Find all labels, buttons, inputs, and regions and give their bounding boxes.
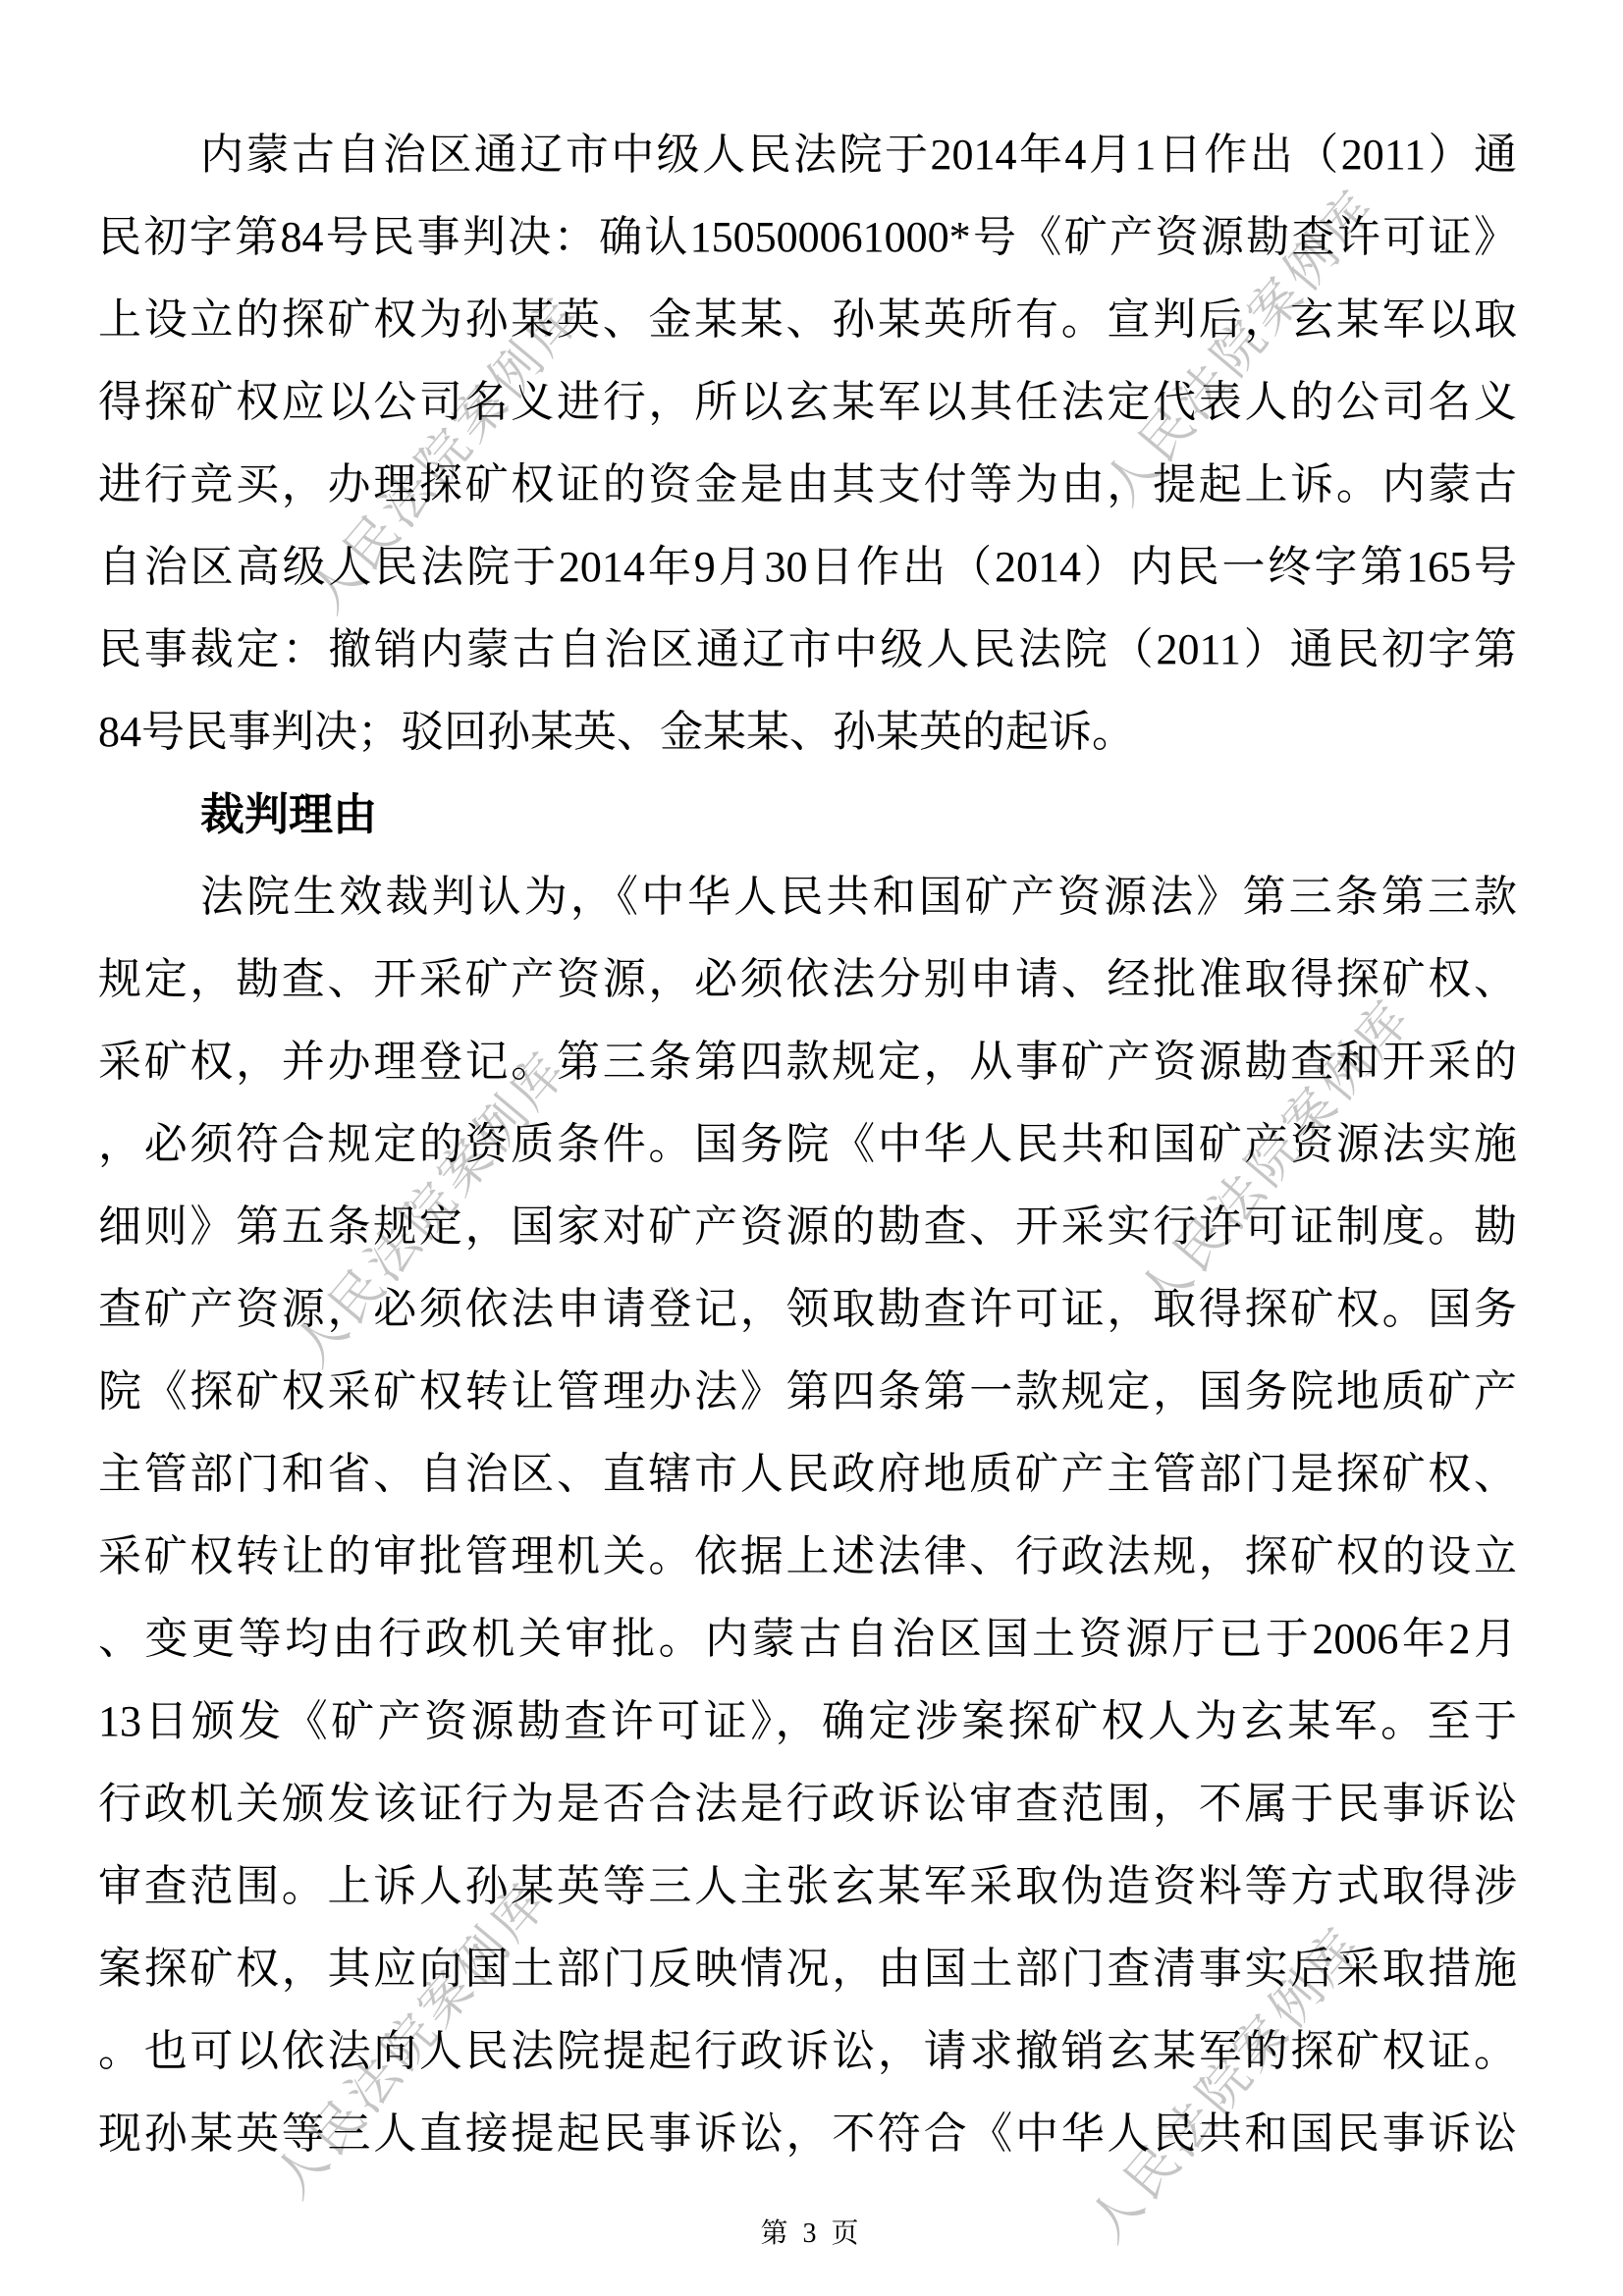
text-line: 、变更等均由行政机关审批。内蒙古自治区国土资源厅已于2006年2月 — [98, 1615, 1517, 1663]
text-line: 。也可以依法向人民法院提起行政诉讼，请求撤销玄某军的探矿权证。 — [98, 2027, 1517, 2075]
text-line: 上设立的探矿权为孙某英、金某某、孙某英所有。宣判后，玄某军以取 — [98, 295, 1517, 344]
heading-reasoning: 裁判理由 — [200, 789, 378, 839]
text-line: 查矿产资源，必须依法申请登记，领取勘查许可证，取得探矿权。国务 — [98, 1285, 1517, 1333]
text-line: 案探矿权，其应向国土部门反映情况，由国土部门查清事实后采取措施 — [98, 1945, 1517, 1993]
text-line: 法院生效裁判认为，《中华人民共和国矿产资源法》第三条第三款 — [200, 873, 1517, 921]
text-line: 行政机关颁发该证行为是否合法是行政诉讼审查范围，不属于民事诉讼 — [98, 1780, 1517, 1828]
text-line: 采矿权转让的审批管理机关。依据上述法律、行政法规，探矿权的设立 — [98, 1532, 1517, 1580]
text-line: 进行竞买，办理探矿权证的资金是由其支付等为由，提起上诉。内蒙古 — [98, 460, 1517, 508]
text-line: 现孙某英等三人直接提起民事诉讼，不符合《中华人民共和国民事诉讼 — [98, 2109, 1517, 2158]
court-watermark-text: 人民法院案例库 — [284, 1041, 579, 1378]
court-watermark-text: 人民法院案例库 — [1094, 179, 1389, 516]
text-line: 细则》第五条规定，国家对矿产资源的勘查、开采实行许可证制度。勘 — [98, 1202, 1517, 1251]
text-line: 内蒙古自治区通辽市中级人民法院于2014年4月1日作出（2011）通 — [200, 131, 1517, 179]
court-watermark-text: 人民法院案例库 — [1128, 988, 1424, 1326]
text-line: 主管部门和省、自治区、直辖市人民政府地质矿产主管部门是探矿权、 — [98, 1450, 1517, 1498]
page-number: 第 3 页 — [760, 2218, 863, 2249]
text-line: 民初字第84号民事判决：确认150500061000*号《矿产资源勘查许可证》 — [98, 213, 1517, 261]
text-line: ，必须符合规定的资质条件。国务院《中华人民共和国矿产资源法实施 — [98, 1120, 1517, 1168]
text-line: 规定，勘查、开采矿产资源，必须依法分别申请、经批准取得探矿权、 — [98, 955, 1517, 1003]
court-watermark-text: 人民法院案例库 — [1079, 1916, 1375, 2254]
text-line: 民事裁定：撤销内蒙古自治区通辽市中级人民法院（2011）通民初字第 — [98, 625, 1517, 673]
court-watermark-text: 人民法院案例库 — [264, 1872, 560, 2210]
text-line: 采矿权，并办理登记。第三条第四款规定，从事矿产资源勘查和开采的 — [98, 1038, 1517, 1086]
text-line: 院《探矿权采矿权转让管理办法》第四条第一款规定，国务院地质矿产 — [98, 1367, 1517, 1415]
text-line: 自治区高级人民法院于2014年9月30日作出（2014）内民一终字第165号 — [98, 543, 1517, 591]
text-line: 84号民事判决；驳回孙某英、金某某、孙某英的起诉。 — [98, 708, 1135, 756]
text-line: 得探矿权应以公司名义进行，所以玄某军以其任法定代表人的公司名义 — [98, 378, 1517, 426]
text-line: 审查范围。上诉人孙某英等三人主张玄某军采取伪造资料等方式取得涉 — [98, 1862, 1517, 1910]
court-watermark-text: 人民法院案例库 — [298, 287, 594, 624]
text-line: 13日颁发《矿产资源勘查许可证》，确定涉案探矿权人为玄某军。至于 — [98, 1697, 1517, 1745]
document-body — [98, 114, 1517, 2175]
